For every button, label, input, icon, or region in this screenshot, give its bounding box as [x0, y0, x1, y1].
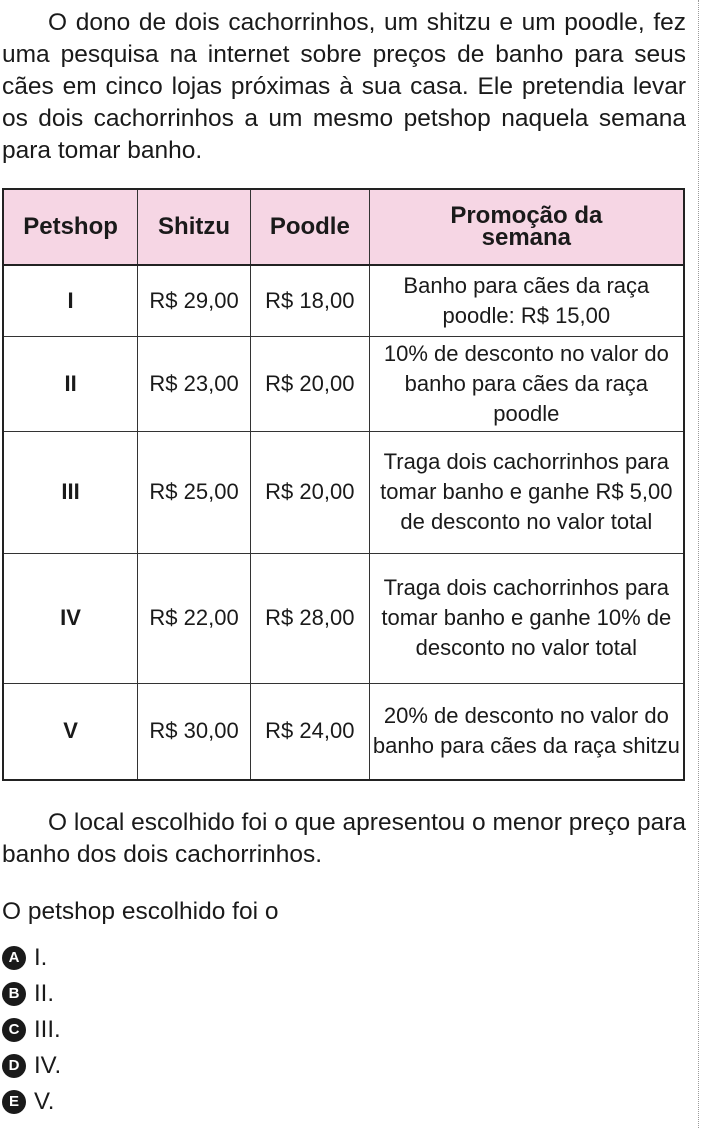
cell-petshop: III: [3, 431, 138, 553]
question-stem: O petshop escolhido foi o: [2, 898, 279, 925]
cell-shitzu: R$ 23,00: [138, 336, 251, 431]
option-b-text: II.: [34, 980, 55, 1007]
option-b-letter-icon: B: [2, 982, 26, 1006]
table-row: [3, 683, 684, 780]
cell-promo: Banho para cães da raça poodle: R$ 15,00: [369, 265, 684, 336]
header-shitzu: Shitzu: [138, 189, 251, 265]
option-d-text: IV.: [34, 1052, 62, 1079]
price-table: [2, 188, 685, 781]
cell-promo: 20% de desconto no valor do banho para cães da raça shitzu: [369, 683, 684, 780]
table-row: [3, 553, 684, 683]
cell-petshop: II: [3, 336, 138, 431]
cell-poodle: R$ 20,00: [250, 431, 369, 553]
option-d-letter-icon: D: [2, 1054, 26, 1078]
cell-poodle: R$ 24,00: [250, 683, 369, 780]
table-row: [3, 336, 684, 431]
option-b[interactable]: [2, 976, 61, 1012]
option-e-text: V.: [34, 1088, 55, 1115]
cell-promo: 10% de desconto no valor do banho para cães da raça poodle: [369, 336, 684, 431]
cell-promo: Traga dois cachorrinhos para tomar banho e ganhe 10% de desconto no valor total: [369, 553, 684, 683]
intro-paragraph: O dono de dois cachorrinhos, um shitzu e um poodle, fez uma pesquisa na internet sobre preços de banho para seus cães em cinco lojas próximas à sua casa. Ele pretendia levar os dois cachorrinhos a um mesmo petshop naquela semana para tomar banho.: [2, 9, 686, 164]
cell-poodle: R$ 28,00: [250, 553, 369, 683]
option-e[interactable]: [2, 1084, 61, 1120]
conclusion-paragraph: O local escolhido foi o que apresentou o menor preço para banho dos dois cachorrinhos.: [2, 809, 686, 868]
cell-shitzu: R$ 29,00: [138, 265, 251, 336]
option-e-letter-icon: E: [2, 1090, 26, 1114]
cell-shitzu: R$ 25,00: [138, 431, 251, 553]
cell-poodle: R$ 18,00: [250, 265, 369, 336]
cell-promo: Traga dois cachorrinhos para tomar banho e ganhe R$ 5,00 de desconto no valor total: [369, 431, 684, 553]
cell-shitzu: R$ 30,00: [138, 683, 251, 780]
table-row: [3, 265, 684, 336]
cell-petshop: V: [3, 683, 138, 780]
option-d[interactable]: [2, 1048, 61, 1084]
header-poodle: Poodle: [250, 189, 369, 265]
table-header-row: [3, 189, 684, 265]
cell-petshop: I: [3, 265, 138, 336]
cell-poodle: R$ 20,00: [250, 336, 369, 431]
cell-shitzu: R$ 22,00: [138, 553, 251, 683]
page-column-divider: [698, 0, 699, 1128]
header-promo: Promoção da semana: [369, 189, 684, 265]
header-petshop: Petshop: [3, 189, 138, 265]
option-a[interactable]: [2, 940, 61, 976]
option-c-letter-icon: C: [2, 1018, 26, 1042]
answer-options: [2, 940, 61, 1120]
option-a-text: I.: [34, 944, 48, 971]
option-c[interactable]: [2, 1012, 61, 1048]
option-c-text: III.: [34, 1016, 61, 1043]
cell-petshop: IV: [3, 553, 138, 683]
table-row: [3, 431, 684, 553]
option-a-letter-icon: A: [2, 946, 26, 970]
